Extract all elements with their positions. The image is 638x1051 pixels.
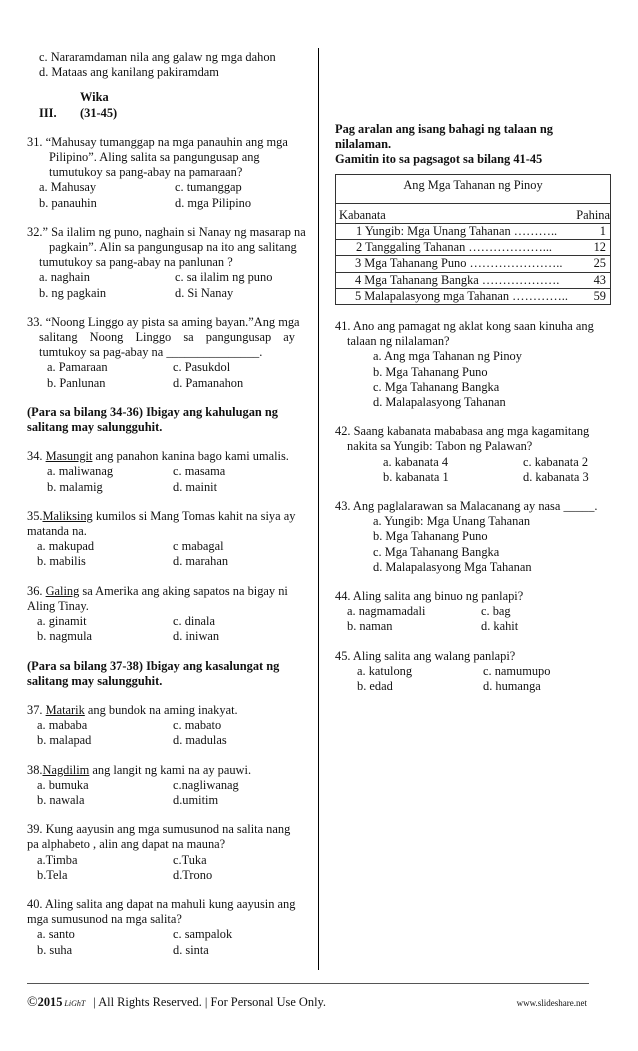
question-text: ang bundok na aming inakyat.	[84, 702, 238, 717]
option-a: a. ginamit	[37, 614, 87, 629]
question-text: tumutukoy sa pang-abay na pamaraan?	[49, 165, 243, 180]
option-d: d. mga Pilipino	[175, 195, 252, 210]
options	[335, 349, 611, 410]
question-text: 45. Aling salita ang walang panlapi?	[335, 648, 516, 663]
option-a: a. naghain	[39, 270, 90, 285]
option-a: a. kabanata 4	[383, 454, 449, 469]
option-a: a. katulong	[357, 663, 413, 678]
option-a: a. nagmamadali	[347, 604, 426, 619]
option-c: c. mabato	[173, 718, 222, 733]
option-d: d. kabanata 3	[523, 469, 589, 484]
option-b: b. panauhin	[39, 195, 97, 210]
question-text: 43. Ang paglalarawan sa Malacanang ay nasa _____.	[335, 499, 598, 514]
question-text: talaan ng nilalaman?	[347, 334, 450, 349]
toc-chapter: 1 Yungib: Mga Unang Tahanan ………..	[356, 224, 558, 239]
question-text: 42. Saang kabanata mababasa ang mga kagamitang	[335, 424, 590, 439]
toc-page: 59	[593, 288, 606, 303]
question-38	[27, 763, 313, 809]
question-text: ang panahon kanina bago kami umalis.	[92, 449, 289, 464]
footer-brand: LiGhT	[64, 999, 86, 1008]
section-title: Wika (31-45)	[80, 90, 118, 120]
toc-row	[336, 288, 610, 304]
option-b: b. nawala	[37, 792, 85, 807]
instruction-text: salitang may salungguhit.	[27, 420, 163, 435]
question-41	[335, 319, 611, 410]
option-a: a. Mahusay	[39, 180, 97, 195]
question-number: 35.	[27, 508, 43, 523]
options	[27, 180, 313, 210]
option-c: c. Nararamdaman nila ang galaw ng mga dahon	[39, 50, 276, 64]
toc-row	[336, 272, 610, 288]
footer	[27, 995, 587, 1011]
question-number: 38.	[27, 762, 43, 777]
section-heading	[27, 90, 313, 120]
instruction-text: Gamitin ito sa pagsagot sa bilang 41-45	[335, 152, 543, 167]
toc-chapter: 2 Tanggaling Tahanan ………………...	[356, 240, 553, 255]
question-39	[27, 822, 313, 883]
toc-page: 43	[593, 272, 606, 287]
option-b: b. mabilis	[37, 554, 86, 569]
option-c: c. dinala	[173, 614, 215, 629]
option-d: d. mainit	[173, 479, 218, 494]
option-a: a. Pamaraan	[47, 360, 108, 375]
option-a: a. Ang mga Tahanan ng Pinoy	[373, 349, 522, 364]
option-c: c. sampalok	[173, 927, 233, 942]
question-number: 34.	[27, 449, 46, 464]
toc-chapter: 5 Malapalasyong mga Tahanan …………..	[355, 288, 568, 303]
underlined-word: Nagdilim	[42, 762, 90, 777]
toc-page: 1	[599, 224, 606, 239]
option-c: c. masama	[173, 464, 226, 479]
option-b: b. Mga Tahanang Puno	[373, 529, 488, 544]
option-a: a.Timba	[37, 852, 78, 867]
question-text: 32.” Sa ilalim ng puno, naghain si Nanay ng masarap na	[27, 224, 306, 239]
question-text: 40. Aling salita ang dapat na mahuli kung aayusin ang	[27, 896, 296, 911]
question-text: mga sumusunod na mga salita?	[27, 912, 182, 927]
question-text: salitang Noong Linggo sa pangungusap ay	[39, 330, 295, 345]
option-b: b. malamig	[47, 479, 103, 494]
question-37	[27, 703, 313, 749]
option-d: d. Pamanahon	[173, 375, 244, 390]
option-c: c. bag	[481, 604, 511, 619]
instruction-text: (Para sa bilang 37-38) Ibigay ang kasalungat ng	[27, 658, 280, 673]
option-d: d. marahan	[173, 554, 229, 569]
option-d: d. Si Nanay	[175, 285, 234, 300]
options	[27, 927, 313, 957]
question-36	[27, 584, 313, 645]
options	[27, 360, 313, 390]
footer-rule	[27, 983, 589, 984]
option-c: c. tumanggap	[175, 180, 242, 195]
question-44	[335, 589, 611, 635]
options	[27, 853, 313, 883]
instruction-text: Pag aralan ang isang bahagi ng talaan ng nilalaman.	[335, 122, 553, 152]
underlined-word: Masungit	[45, 449, 93, 464]
option-b: b. edad	[357, 679, 393, 694]
instruction-34-36	[27, 405, 313, 435]
question-33	[27, 315, 313, 391]
toc-header-chapter: Kabanata	[339, 207, 386, 222]
option-c: c.Tuka	[173, 852, 207, 867]
column-divider	[318, 48, 319, 970]
option-b: b.Tela	[37, 867, 68, 882]
question-text: 41. Ano ang pamagat ng aklat kong saan kinuha ang	[335, 319, 594, 334]
instruction-text: (Para sa bilang 34-36) Ibigay ang kahulugan ng	[27, 404, 278, 419]
option-b: b. Mga Tahanang Puno	[373, 364, 488, 379]
toc-page: 25	[593, 256, 606, 271]
question-40	[27, 897, 313, 958]
option-a: a. bumuka	[37, 777, 89, 792]
question-number: 36.	[27, 583, 46, 598]
option-a: a. santo	[37, 927, 75, 942]
question-35	[27, 509, 313, 570]
question-text: 33. “Noong Linggo ay pista sa aming bayan.”Ang mga	[27, 314, 300, 329]
option-b: b. nagmula	[37, 629, 93, 644]
toc-instruction	[335, 122, 611, 168]
option-d: d. madulas	[173, 733, 227, 748]
options	[27, 718, 313, 748]
question-text: sa Amerika ang aking sapatos na bigay ni	[79, 583, 288, 598]
option-b: b. suha	[37, 942, 73, 957]
question-32	[27, 225, 313, 301]
options	[335, 455, 611, 485]
option-d: d.umitim	[173, 792, 219, 807]
option-a: a. maliwanag	[47, 464, 114, 479]
instruction-text: salitang may salungguhit.	[27, 673, 163, 688]
option-d: d. Malapalasyong Mga Tahanan	[373, 559, 532, 574]
toc-chapter: 3 Mga Tahanang Puno …………………..	[355, 256, 563, 271]
question-text: tumtukoy sa pag-abay na _______________.	[39, 345, 263, 360]
question-text: kumilos si Mang Tomas kahit na siya ay	[92, 508, 296, 523]
question-text: Pilipino”. Aling salita sa pangungusap ang	[49, 150, 260, 165]
option-a: a. mababa	[37, 718, 88, 733]
instruction-37-38	[27, 659, 313, 689]
question-34	[27, 449, 313, 495]
option-b: b. Panlunan	[47, 375, 106, 390]
footer-year: 2015	[37, 995, 63, 1009]
question-42	[335, 424, 611, 485]
option-b: b. kabanata 1	[383, 469, 449, 484]
section-number: III.	[39, 105, 57, 120]
options	[27, 778, 313, 808]
question-text: 39. Kung aayusin ang mga sumusunod na salita nang	[27, 822, 291, 837]
option-d: d.Trono	[173, 867, 213, 882]
options	[27, 614, 313, 644]
option-b: b. ng pagkain	[39, 285, 107, 300]
option-c: c mabagal	[173, 539, 224, 554]
toc-header-page: Pahina	[576, 207, 610, 222]
option-c: c. sa ilalim ng puno	[175, 270, 273, 285]
option-d: d. iniwan	[173, 629, 220, 644]
underlined-word: Galing	[45, 583, 80, 598]
option-d: d. Malapalasyong Tahanan	[373, 395, 506, 410]
option-c: c. namumupo	[483, 663, 551, 678]
question-text: nakita sa Yungib: Tabon ng Palawan?	[347, 439, 533, 454]
question-number: 37.	[27, 702, 46, 717]
toc-title: Ang Mga Tahanan ng Pinoy	[336, 175, 610, 204]
toc-header	[336, 208, 610, 223]
toc-page: 12	[593, 240, 606, 255]
options	[335, 664, 611, 694]
toc-chapter: 4 Mga Tahanang Bangka ……………….	[355, 272, 560, 287]
question-text: 31. “Mahusay tumanggap na mga panauhin ang mga	[27, 134, 288, 149]
option-c: c. kabanata 2	[523, 454, 589, 469]
option-d: d. humanga	[483, 679, 541, 694]
options	[27, 270, 313, 300]
question-text: pa alphabeto , alin ang dapat na mauna?	[27, 837, 226, 852]
option-d: d. sinta	[173, 942, 209, 957]
option-c: c.nagliwanag	[173, 777, 239, 792]
toc-row	[336, 239, 610, 255]
question-45	[335, 649, 611, 695]
footer-rights: | All Rights Reserved. | For Personal Use Only.	[93, 995, 327, 1009]
option-d: d. Mataas ang kanilang pakiramdam	[39, 65, 219, 80]
underlined-word: Maliksing	[42, 508, 93, 523]
left-column	[27, 50, 313, 958]
copyright-icon: ©	[27, 995, 38, 1010]
question-text: 44. Aling salita ang binuo ng panlapi?	[335, 589, 524, 604]
question-43	[335, 499, 611, 575]
options	[27, 539, 313, 569]
option-c: c. Mga Tahanang Bangka	[373, 379, 500, 394]
question-text: matanda na.	[27, 524, 87, 539]
option-a: a. Yungib: Mga Unang Tahanan	[373, 514, 531, 529]
underlined-word: Matarik	[45, 702, 85, 717]
footer-site: www.slideshare.net	[516, 998, 587, 1008]
options	[335, 604, 611, 634]
option-b: b. malapad	[37, 733, 92, 748]
option-b: b. naman	[347, 619, 393, 634]
question-text: pagkain”. Alin sa pangungusap na ito ang salitang	[49, 240, 297, 255]
options	[335, 514, 611, 575]
options	[27, 464, 313, 494]
toc-row	[336, 223, 610, 239]
right-column	[335, 122, 611, 694]
table-of-contents	[335, 174, 611, 305]
question-text: ang langit ng kami na ay pauwi.	[89, 762, 252, 777]
option-a: a. makupad	[37, 539, 95, 554]
question-text: Aling Tinay.	[27, 598, 89, 613]
option-d: d. kahit	[481, 619, 519, 634]
toc-row	[336, 255, 610, 271]
question-31	[27, 135, 313, 211]
option-c: c. Pasukdol	[173, 360, 231, 375]
question-text: tumutukoy sa pang-abay na panlunan ?	[39, 255, 233, 270]
option-c: c. Mga Tahanang Bangka	[373, 544, 500, 559]
